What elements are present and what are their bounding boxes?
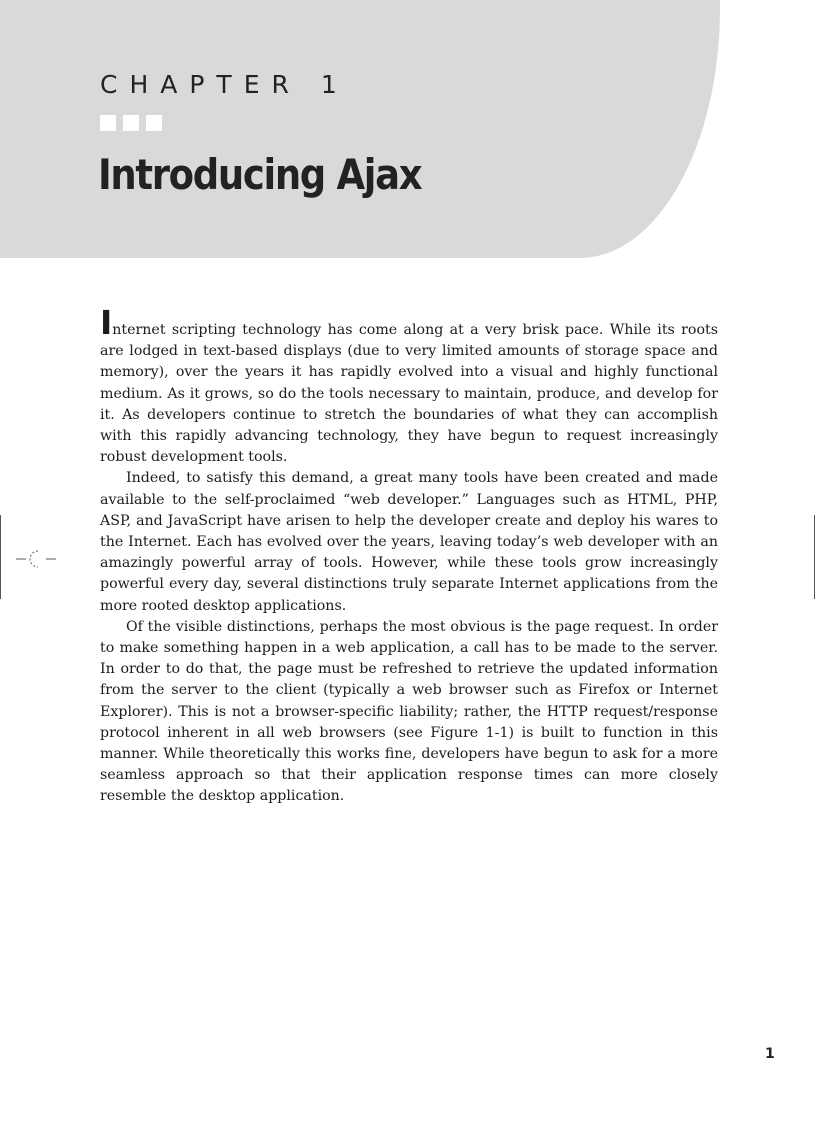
decorative-square [100, 115, 116, 131]
decorative-square [146, 115, 162, 131]
registration-mark-icon [16, 548, 60, 570]
paragraph-1 [100, 303, 718, 468]
right-crop-mark [814, 515, 815, 599]
paragraph-2: Indeed, to satisfy this demand, a great many tools have been created and made available to the self-proclaimed “web developer.” Languages such as HTML, PHP, ASP, and JavaScript have arisen to help the developer create and deploy his wares to the Internet. Each has evolved over the years, leaving today’s web developer with an amazingly powerful array of tools. However, while these tools grow increasingly powerful every day, several distinctions truly separate Internet applications from the more rooted desktop applications. [100, 470, 718, 614]
paragraph-1-text: nternet scripting technology has come along at a very brisk pace. While its roots are lodged in text-based displays (due to very limited amounts of storage space and memory), over the years it has rapidly evolved into a visual and highly functional medium. As it grows, so do the tools necessary to maintain, produce, and develop for it. As developers continue to stretch the boundaries of what they can accomplish with this rapidly advancing technology, they have begun to request increasingly robust development tools. [100, 322, 718, 466]
chapter-label: CHAPTER 1 [100, 70, 349, 99]
decorative-squares [100, 115, 162, 131]
chapter-title: Introducing Ajax [98, 150, 422, 199]
left-crop-mark [0, 515, 1, 599]
page-number: 1 [765, 1046, 775, 1062]
paragraph-3: Of the visible distinctions, perhaps the most obvious is the page request. In order to make something happen in a web application, a call has to be made to the server. In order to do that, the page must be refreshed to retrieve the updated information from the server to the client (typically a web browser such as Firefox or Internet Explorer). This is not a browser-specific liability; rather, the HTTP request/response protocol inherent in all web browsers (see Figure 1-1) is built to function in this manner. While theoretically this works fine, developers have begun to ask for a more seamless approach so that their application response times can more closely resemble the desktop application. [100, 618, 718, 805]
decorative-square [123, 115, 139, 131]
body-text [100, 303, 718, 808]
drop-cap: I [100, 303, 113, 342]
